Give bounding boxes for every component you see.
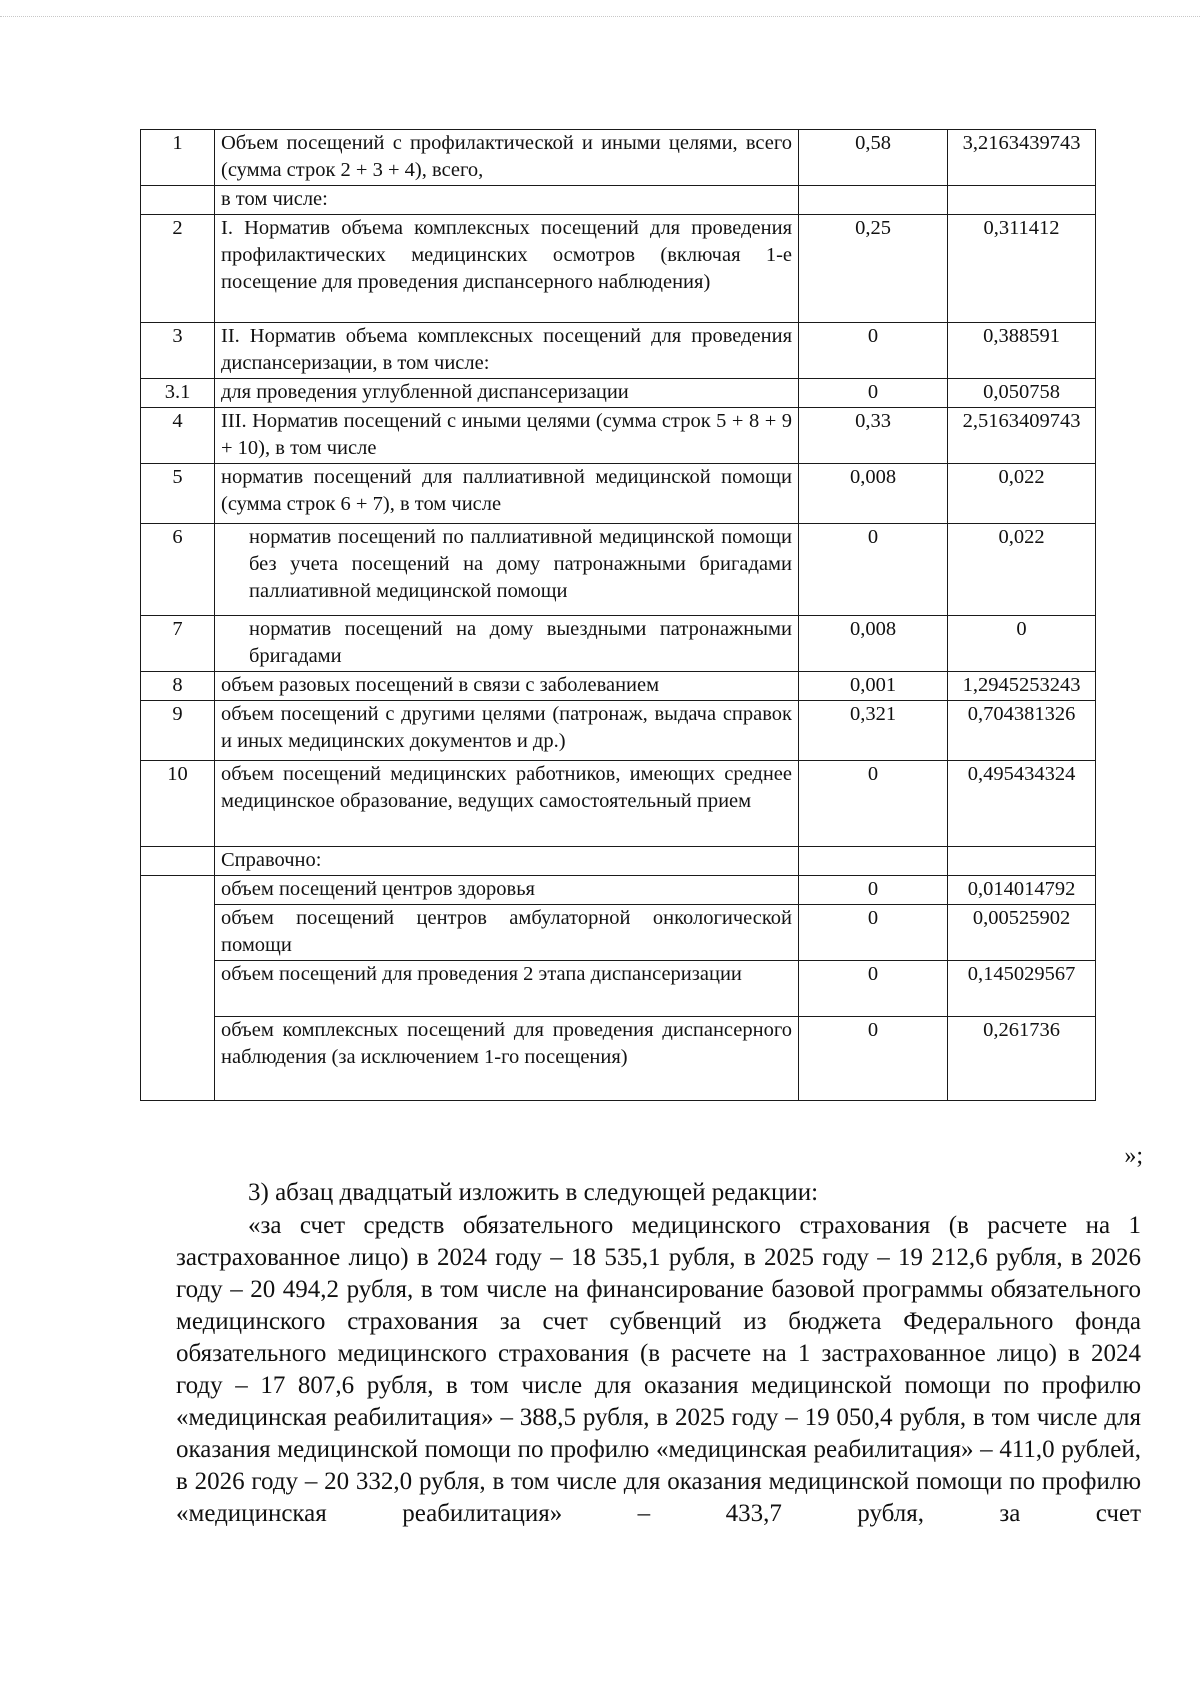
row-number: 9 xyxy=(141,701,215,761)
row-description: объем комплексных посещений для проведения диспансерного наблюдения (за исключением 1-го посещения) xyxy=(215,1017,799,1101)
table-row xyxy=(141,186,1096,215)
table-row xyxy=(141,323,1096,379)
table-row xyxy=(141,905,1096,961)
row-number: 7 xyxy=(141,616,215,672)
row-value-1: 0,008 xyxy=(799,464,948,524)
row-value-1: 0 xyxy=(799,379,948,408)
row-description: норматив посещений на дому выездными патронажными бригадами xyxy=(215,616,799,672)
row-description: норматив посещений для паллиативной медицинской помощи (сумма строк 6 + 7), в том числе xyxy=(215,464,799,524)
table-row xyxy=(141,379,1096,408)
row-value-2: 2,5163409743 xyxy=(948,408,1096,464)
row-value-2: 0,388591 xyxy=(948,323,1096,379)
row-description: объем посещений центров амбулаторной онкологической помощи xyxy=(215,905,799,961)
row-value-2 xyxy=(948,186,1096,215)
table-row xyxy=(141,701,1096,761)
row-description: III. Норматив посещений с иными целями (сумма строк 5 + 8 + 9 + 10), в том числе xyxy=(215,408,799,464)
table-row xyxy=(141,215,1096,323)
row-number: 6 xyxy=(141,524,215,616)
row-value-2: 0 xyxy=(948,616,1096,672)
closing-quote: »; xyxy=(1124,1143,1143,1169)
row-number xyxy=(141,961,215,1017)
row-number: 2 xyxy=(141,215,215,323)
row-description: Справочно: xyxy=(215,847,799,876)
table-row xyxy=(141,616,1096,672)
row-description: объем посещений с другими целями (патронаж, выдача справок и иных медицинских документов и др.) xyxy=(215,701,799,761)
scan-edge-line xyxy=(0,16,1200,17)
table-row xyxy=(141,1017,1096,1101)
row-value-1: 0 xyxy=(799,876,948,905)
row-number xyxy=(141,847,215,876)
row-number: 10 xyxy=(141,761,215,847)
row-number xyxy=(141,1017,215,1101)
row-value-1: 0 xyxy=(799,524,948,616)
row-description: объем посещений центров здоровья xyxy=(215,876,799,905)
row-description: для проведения углубленной диспансеризации xyxy=(215,379,799,408)
row-description: норматив посещений по паллиативной медицинской помощи без учета посещений на дому патронажными бригадами паллиативной медицинской помощи xyxy=(215,524,799,616)
table-row xyxy=(141,408,1096,464)
row-value-2: 0,022 xyxy=(948,524,1096,616)
table-row xyxy=(141,464,1096,524)
row-number xyxy=(141,876,215,905)
row-number: 5 xyxy=(141,464,215,524)
row-value-1: 0 xyxy=(799,761,948,847)
row-value-1: 0,33 xyxy=(799,408,948,464)
amendment-body: «за счет средств обязательного медицинского страхования (в расчете на 1 застрахованное лицо) в 2024 году – 18 535,1 рубля, в 2025 году – 19 212,6 рубля, в 2026 году – 20 494,2 рубля, в том числе на финансирование базовой программы обязательного медицинского страхования за счет субвенций из бюджета Федерального фонда обязательного медицинского страхования (в расчете на 1 застрахованное лицо) в 2024 году – 17 807,6 рубля, в том числе для оказания медицинской помощи по профилю «медицинская реабилитация» – 388,5 рубля, в 2025 году – 19 050,4 рубля, в том числе для оказания медицинской помощи по профилю «медицинская реабилитация» – 411,0 рублей, в 2026 году – 20 332,0 рубля, в том числе для оказания медицинской помощи по профилю «медицинская реабилитация» – 433,7 рубля, за счет xyxy=(176,1212,1141,1527)
row-value-2: 0,022 xyxy=(948,464,1096,524)
row-description: в том числе: xyxy=(215,186,799,215)
row-value-2: 0,704381326 xyxy=(948,701,1096,761)
row-description: объем посещений медицинских работников, имеющих среднее медицинское образование, ведущих самостоятельный прием xyxy=(215,761,799,847)
table-row xyxy=(141,876,1096,905)
row-value-2: 0,014014792 xyxy=(948,876,1096,905)
row-number xyxy=(141,905,215,961)
row-description: объем посещений для проведения 2 этапа диспансеризации xyxy=(215,961,799,1017)
row-value-2 xyxy=(948,847,1096,876)
row-description: Объем посещений с профилактической и иными целями, всего (сумма строк 2 + 3 + 4), всего, xyxy=(215,130,799,186)
row-value-2: 3,2163439743 xyxy=(948,130,1096,186)
row-number: 3.1 xyxy=(141,379,215,408)
table-row xyxy=(141,847,1096,876)
row-value-1: 0,008 xyxy=(799,616,948,672)
row-value-2: 0,495434324 xyxy=(948,761,1096,847)
row-description: I. Норматив объема комплексных посещений для проведения профилактических медицинских осмотров (включая 1-е посещение для проведения диспансерного наблюдения) xyxy=(215,215,799,323)
row-value-2: 0,145029567 xyxy=(948,961,1096,1017)
norms-table xyxy=(140,129,1096,1101)
row-value-2: 0,00525902 xyxy=(948,905,1096,961)
row-value-1 xyxy=(799,847,948,876)
row-value-1: 0 xyxy=(799,905,948,961)
row-value-1: 0,001 xyxy=(799,672,948,701)
row-description: объем разовых посещений в связи с заболеванием xyxy=(215,672,799,701)
row-value-1: 0,58 xyxy=(799,130,948,186)
table-row xyxy=(141,672,1096,701)
row-value-1: 0 xyxy=(799,323,948,379)
row-value-1: 0,25 xyxy=(799,215,948,323)
row-number xyxy=(141,186,215,215)
table-row xyxy=(141,524,1096,616)
row-value-2: 0,050758 xyxy=(948,379,1096,408)
row-number: 3 xyxy=(141,323,215,379)
row-description: II. Норматив объема комплексных посещений для проведения диспансеризации, в том числе: xyxy=(215,323,799,379)
row-value-1: 0,321 xyxy=(799,701,948,761)
table-row xyxy=(141,961,1096,1017)
row-number: 8 xyxy=(141,672,215,701)
table-row xyxy=(141,130,1096,186)
row-value-2: 1,2945253243 xyxy=(948,672,1096,701)
row-number: 4 xyxy=(141,408,215,464)
row-value-2: 0,261736 xyxy=(948,1017,1096,1101)
amendment-intro: 3) абзац двадцатый изложить в следующей редакции: xyxy=(248,1179,819,1206)
row-value-2: 0,311412 xyxy=(948,215,1096,323)
row-value-1 xyxy=(799,186,948,215)
table-row xyxy=(141,761,1096,847)
row-value-1: 0 xyxy=(799,1017,948,1101)
row-number: 1 xyxy=(141,130,215,186)
row-value-1: 0 xyxy=(799,961,948,1017)
